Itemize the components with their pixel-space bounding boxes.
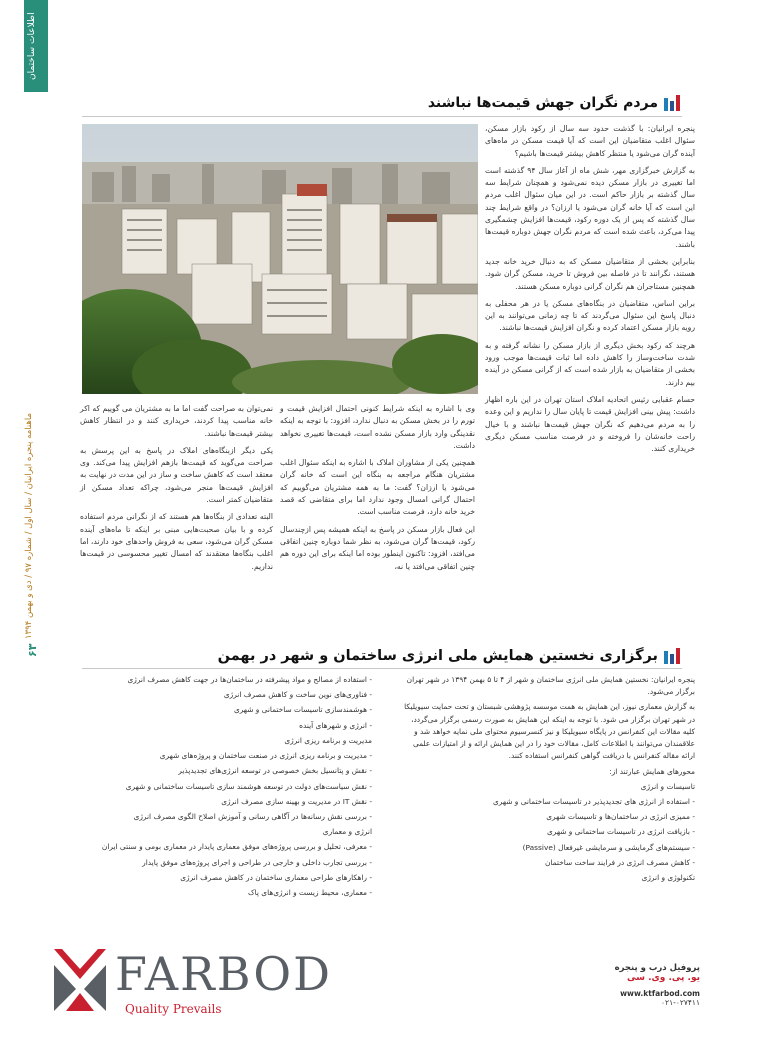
bar-chart-icon <box>664 648 680 664</box>
list-item: - مدیریت و برنامه ریزی انرژی در صنعت ساختمان و پروژه‌های شهری <box>159 751 372 761</box>
list-item: - انرژی و شهرهای آینده <box>299 720 372 730</box>
promo-line1: پروفیل درب و پنجره <box>614 963 700 973</box>
list-item: - استفاده از مصالح و مواد پیشرفته در ساختمان‌ها در جهت کاهش مصرف انرژی <box>127 675 372 684</box>
paragraph: همچنین یکی از مشاوران املاک با اشاره به اینکه سئوال اغلب مشتریان هنگام مراجعه به بنگاه این است که خانه گران می‌شود یا ارزان؟ گفت: ما به همه مشتریان می‌گوییم که احتمال گرانی امسال وجود ندارد اما برای متقاضی که قصد خرید خانه دارد، فرصت مناسب است. <box>280 458 475 517</box>
list-item: - نقش سیاست‌های دولت در توسعه هوشمند سازی تاسیسات ساختمانی و شهری <box>125 781 372 791</box>
paragraph: براین اساس، متقاضیان در بنگاه‌های مسکن یا در هر محفلی به دنبال پاسخ این سئوال می‌گردند که تا چه زمانی می‌توانند به این رویه بازار مسکن اعتماد کرده و نگران افزایش قیمت‌ها نباشند. <box>485 298 695 333</box>
paragraph: حسام عقبایی رئیس اتحادیه املاک استان تهران در این باره اظهار داشت: پیش بینی افزایش قیمت تا پایان سال را نداریم و این وعده را به مردم می‌دهیم که نگران جهش قیمت‌ها نباشند و با خیال راحت خانه‌شان را فروخته و در فرصت مناسب مسکن دیگری خریداری کنند. <box>485 394 695 454</box>
list-item: - بررسی نقش رسانه‌ها در آگاهی رسانی و آموزش اصلاح الگوی مصرف انرژی <box>133 811 372 821</box>
list-item: - نقش و پتانسیل بخش خصوصی در توسعه انرژی‌های تجدیدپذیر <box>178 766 372 776</box>
list-item: - معرفی، تحلیل و بررسی پروژه‌های موفق معماری پایدار در معماری بومی و سنتی ایران <box>101 842 372 852</box>
list-item: - استفاده از انرژی های تجدیدپذیر در تاسیسات ساختمانی و شهری <box>492 796 695 806</box>
list-item: - بازیافت انرژی در تاسیسات ساختمانی و شهری <box>546 827 695 837</box>
list-item: - فناوری‌های نوین ساخت و کاهش مصرف انرژی <box>223 690 372 700</box>
article2-column-right <box>400 674 695 887</box>
list-item: - هوشمندسازی تاسیسات ساختمانی و شهری <box>233 705 372 715</box>
farbod-advertisement <box>40 945 720 1025</box>
city-photo <box>82 124 478 394</box>
paragraph: بنابراین بخشی از متقاضیان مسکن که به دنبال خرید خانه جدید هستند، نگرانند تا در فاصله بین فروش تا خرید، مسکن گران شود. همچنین مستاجران هم نگران گرانی دوباره مسکن هستند. <box>485 256 695 291</box>
paragraph: به گزارش معماری نیوز، این همایش به همت موسسه پژوهشی شبستان و تحت حمایت سیویلیکا در شهر تهران برگزار می شود. با توجه به اینکه این همایش به صورت رسمی برگزار می‌گردد، کلیه مقالات این کنفرانس در پایگاه سیویلیکا و نیز کنسرسیوم محتوای ملی نمایه خواهد شد و علاقمندان می‌توانند با اطلاعات کامل، مقالات خود را در این همایش ارائه و از امتیازات علمی ارائه مقاله کنفرانس با دریافت گواهی کنفرانس استفاده کنند. <box>404 702 695 761</box>
page-number: ۶۳ <box>26 643 39 657</box>
list-item: انرژی و معماری <box>322 827 372 837</box>
phone-number: ۰۲۱-۰۲۷۴۱۱ <box>661 998 700 1007</box>
list-item: تکنولوژی و انرژی <box>641 873 695 883</box>
paragraph: پنجره ایرانیان: نخستین همایش ملی انرژی ساختمان و شهر از ۴ تا ۵ بهمن ۱۳۹۴ در شهر تهران برگزار می‌شود. <box>406 675 695 697</box>
heading-rule <box>82 668 682 669</box>
issue-strip-text: ماهنامه پنجره ایرانیان / سال اول / شماره ۹۷ / دی و بهمن ۱۳۹۴ <box>24 412 34 640</box>
website-link[interactable]: www.ktfarbod.com <box>620 989 700 998</box>
list-item: - مميزی انرژی در ساختمان‌ها و تاسیسات شهری <box>546 812 695 822</box>
list-item: تاسیسات و انرژی <box>640 781 695 791</box>
article1-heading <box>428 92 680 114</box>
paragraph: محورهای همایش عبارتند از: <box>609 766 695 776</box>
brand-tagline: Quality Prevails <box>125 1002 222 1016</box>
section-tab-label: اطلاعات ساختمان <box>27 12 37 80</box>
paragraph: به گزارش خبرگزاری مهر، شش ماه از آغاز سال ۹۴ گذشته است اما تغییری در بازار مسکن دیده نمی‌شود و همچنان شرایط سه سال گذشته بر بازار حاکم است. در این میان سئوال اغلب مردم این است که آیا خانه گران می‌شود یا ارزان؟ در واقع شرایط چند سال گذشته که پس از یک دوره رکود، قیمت‌ها افزایش چشمگیری پیدا می‌کرد، باعث شده است که مردم نگران جهش دوباره قیمت‌ها باشند. <box>485 165 695 249</box>
article2-heading <box>218 645 680 667</box>
article1-column-left <box>80 403 273 578</box>
list-item: - نقش IT در مدیریت و بهینه سازی مصرف انرژی <box>221 796 372 806</box>
section-tab <box>24 0 48 92</box>
brand-name: FARBOD <box>115 947 333 1001</box>
issue-strip <box>24 390 48 662</box>
article2-title: برگزاری نخستین همایش ملی انرژی ساختمان و شهر در بهمن <box>217 648 658 664</box>
paragraph: یکی دیگر ازبنگاه‌های املاک در پاسخ به این پرسش به صراحت می‌گوید که قیمت‌ها بازهم افزایش پیدا می‌کند. وی معتقد است که کاهش ساخت و ساز در این مدت در نهایت به افزایش قیمت‌ها منجر می‌شود، چراکه تعداد مسکن از متقاضیان کمتر است. <box>80 445 273 505</box>
list-item: - بررسی تجارب داخلی و خارجی در طراحی و اجرای پروژه‌های موفق پایدار <box>142 857 372 867</box>
article1-title: مردم نگران جهش قیمت‌ها نباشند <box>427 95 658 111</box>
paragraph: نمی‌توان به صراحت گفت اما ما به مشتریان می گوییم که اکر خانه مناسب پیدا کردند، خریداری کنند و در انتظار کاهش بیشتر قیمت‌ها نباشند. <box>80 404 273 438</box>
list-item: - کاهش مصرف انرژی در فرایند ساخت ساختمان <box>544 857 695 867</box>
promo-block <box>560 963 700 1007</box>
farbod-logo-icon <box>50 945 110 1015</box>
paragraph: البته تعدادی از بنگاه‌ها هم هستند که از نگرانی مردم استفاده کرده و با بیان صحبت‌هایی مبنی بر اینکه تا ماه‌های آینده مسکن گران می‌شود، سعی به فروش واحدهای خود دارند، اما اغلب بنگاه‌ها معتقدند که امسال تغییر محسوسی در قیمت‌ها نداریم. <box>80 512 273 571</box>
bar-chart-icon <box>664 95 680 111</box>
list-item: - راهکارهای طراحی معماری ساختمان در کاهش مصرف انرژی <box>180 872 372 882</box>
heading-rule <box>82 116 682 117</box>
paragraph: وی با اشاره به اینکه شرایط کنونی احتمال افزایش قیمت و تورم را در بخش مسکن به دنبال ندارد، افزود: با توجه به اینکه نقدینگی وارد بازار مسکن نشده است، قیمت‌ها تغییری نخواهد داشت. <box>280 404 475 450</box>
list-item: - سیستم‌های گرمایشی و سرمایشی غیرفعال (Passive) <box>522 842 695 852</box>
list-item: مدیریت و برنامه ریزی انرژی <box>284 735 372 745</box>
promo-line2: یو. پی. وی. سی <box>627 973 700 983</box>
article1-column-middle <box>280 403 475 578</box>
tehran-skyline-image <box>82 124 478 394</box>
article1-column-right <box>485 123 695 460</box>
paragraph: این فعال بازار مسکن در پاسخ به اینکه همیشه پس ازچندسال رکود، قیمت‌ها گران می‌شود، به نظر شما دوباره چنین اتفاقی می‌افتد، افزود: تاکنون اینطور بوده اما اینکه برای این دوره هم چنین اتفاقی می‌افتد یا نه، <box>280 524 475 571</box>
paragraph: هرچند که رکود بخش دیگری از بازار مسکن را نشانه گرفته و به شدت ساخت‌وساز را کاهش داده اما ثبات قیمت‌ها موجب ورود بخشی از متقاضیان به بازار شده است که از گرانی مسکن در آینده بیم دارند. <box>485 340 695 387</box>
list-item: - معماری، محیط زیست و انرژی‌های پاک <box>248 888 372 898</box>
paragraph: پنجره ایرانیان: با گذشت حدود سه سال از رکود بازار مسکن، سئوال اغلب متقاضیان این است که آیا قیمت مسکن در ماه‌های آینده گران می‌شود یا منتظر کاهش بیشتر قیمت‌ها باشیم؟ <box>485 124 695 158</box>
article2-column-left <box>80 674 372 902</box>
